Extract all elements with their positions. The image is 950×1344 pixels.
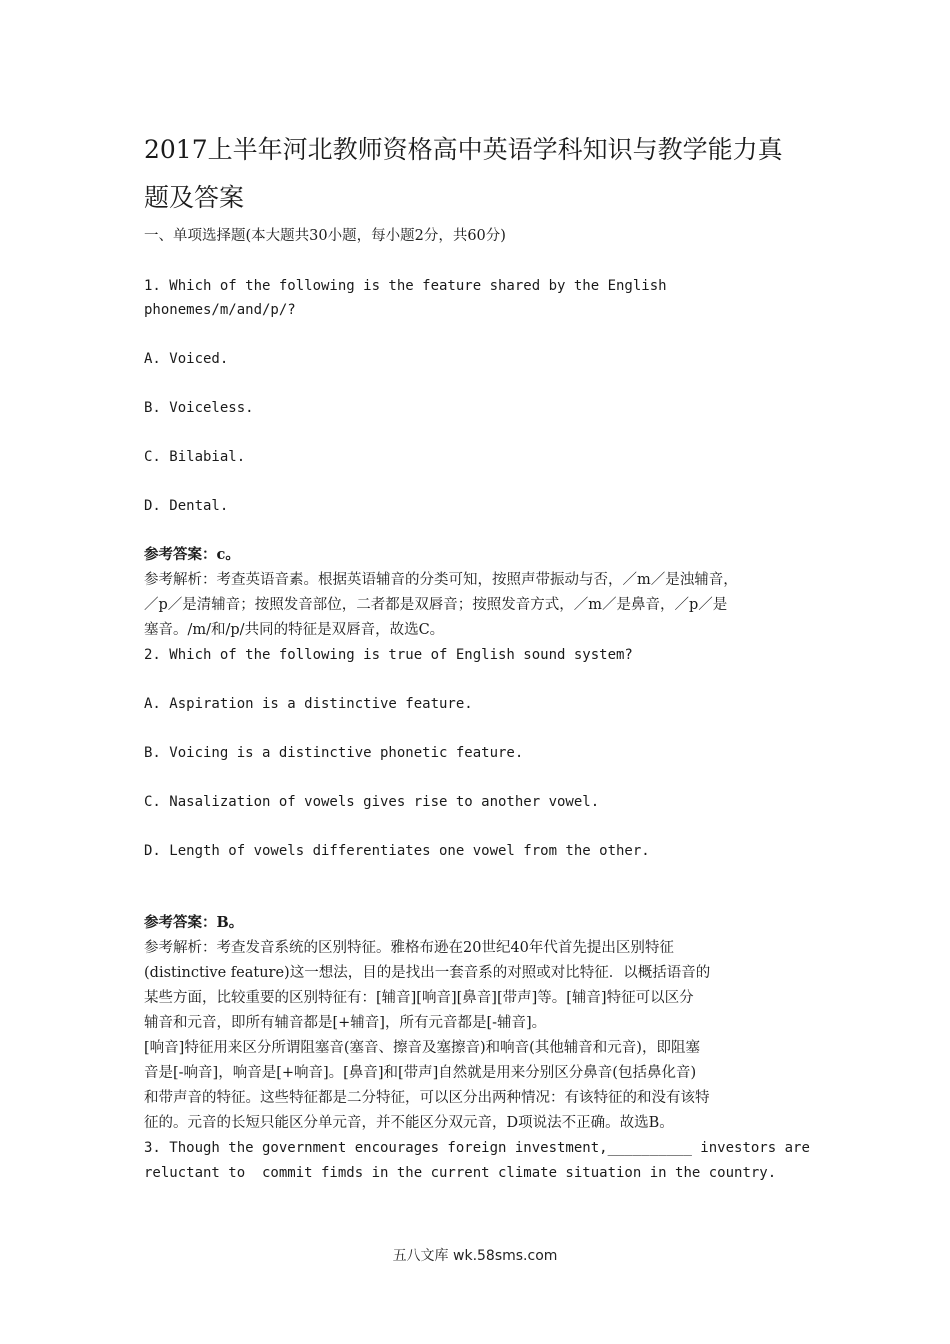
- question-1-option-d: D. Dental.: [144, 498, 229, 514]
- question-2-explanation-line-1: 参考解析：考查发音系统的区别特征。雅格布逊在20世纪40年代首先提出区别特征: [144, 940, 674, 956]
- question-2-option-c: C. Nasalization of vowels gives rise to another vowel.: [144, 794, 600, 810]
- question-3-stem-line-1: 3. Though the government encourages foreign investment,__________ investors are: [144, 1140, 810, 1156]
- question-2-explanation-line-6: 音是[-响音]，响音是[+响音]。[鼻音]和[带声]自然就是用来分别区分鼻音(包括鼻化音): [144, 1065, 697, 1081]
- document-title-line-1: 2017上半年河北教师资格高中英语学科知识与教学能力真: [144, 135, 783, 164]
- question-1-explanation-line-2: ／p／是清辅音；按照发音部位，二者都是双唇音；按照发音方式，／m／是鼻音，／p／是: [144, 597, 728, 613]
- question-1-explanation-line-1: 参考解析：考查英语音素。根据英语辅音的分类可知，按照声带振动与否，／m／是浊辅音，: [144, 572, 738, 588]
- question-1-explanation-line-3: 塞音。/m/和/p/共同的特征是双唇音，故选C。: [144, 622, 445, 638]
- question-1-stem-line-2: phonemes/m/and/p/?: [144, 302, 296, 318]
- question-2-explanation-line-2: (distinctive feature)这一想法，目的是找出一套音系的对照或对比特征．以概括语音的: [144, 965, 711, 981]
- question-1-stem-line-1: 1. Which of the following is the feature shared by the English: [144, 278, 667, 294]
- question-2-explanation-line-5: [响音]特征用来区分所谓阻塞音(塞音、擦音及塞擦音)和响音(其他辅音和元音)，即阻塞: [144, 1040, 700, 1056]
- document-title-line-2: 题及答案: [144, 183, 245, 212]
- question-3-stem-line-2: reluctant to commit fimds in the current climate situation in the country.: [144, 1165, 777, 1181]
- question-1-option-b: B. Voiceless.: [144, 400, 254, 416]
- question-1-answer: 参考答案：c。: [144, 546, 240, 563]
- question-2-explanation-line-8: 征的。元音的长短只能区分单元音，并不能区分双元音，D项说法不正确。故选B。: [144, 1115, 674, 1131]
- question-2-option-b: B. Voicing is a distinctive phonetic feature.: [144, 745, 524, 761]
- question-1-option-c: C. Bilabial.: [144, 449, 246, 465]
- page-footer-watermark: 五八文库 wk.58sms.com: [392, 1248, 558, 1264]
- question-2-explanation-line-7: 和带声音的特征。这些特征都是二分特征，可以区分出两种情况：有该特征的和没有该特: [144, 1090, 710, 1106]
- question-2-answer: 参考答案：B。: [144, 914, 244, 931]
- question-1-option-a: A. Voiced.: [144, 351, 229, 367]
- section-heading: 一、单项选择题(本大题共30小题，每小题2分，共60分): [144, 228, 506, 244]
- question-2-option-a: A. Aspiration is a distinctive feature.: [144, 696, 473, 712]
- question-2-option-d: D. Length of vowels differentiates one vowel from the other.: [144, 843, 650, 859]
- question-2-explanation-line-3: 某些方面，比较重要的区别特征有：[辅音][响音][鼻音][带声]等。[辅音]特征可以区分: [144, 990, 694, 1006]
- question-2-stem-line-1: 2. Which of the following is true of English sound system?: [144, 647, 633, 663]
- question-2-explanation-line-4: 辅音和元音，即所有辅音都是[+辅音]，所有元音都是[-辅音]。: [144, 1015, 547, 1031]
